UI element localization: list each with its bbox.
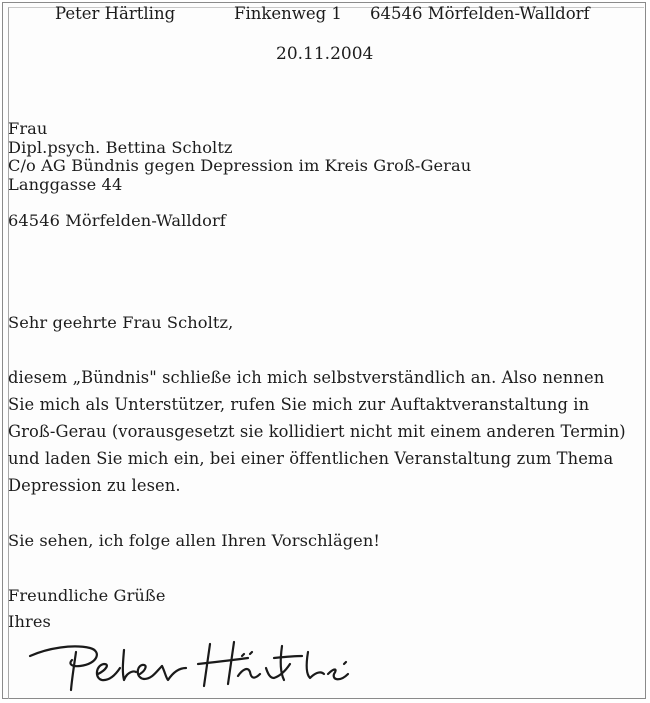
body-line-3: Groß-Gerau (vorausgesetzt sie kollidiert nicht mit einem anderen Termin) <box>8 422 626 441</box>
closing-ihres: Ihres <box>8 612 51 631</box>
body-line-5: Depression zu lesen. <box>8 476 181 495</box>
handwritten-signature <box>28 634 358 696</box>
recipient-street: Langgasse 44 <box>8 175 123 194</box>
sender-city: 64546 Mörfelden-Walldorf <box>370 4 590 23</box>
closing-sentence: Sie sehen, ich folge allen Ihren Vorschlägen! <box>8 531 380 550</box>
recipient-city: 64546 Mörfelden-Walldorf <box>8 211 226 230</box>
body-line-2: Sie mich als Unterstützer, rufen Sie mich zur Auftaktveranstaltung in <box>8 395 590 414</box>
body-line-4: und laden Sie mich ein, bei einer öffentlichen Veranstaltung zum Thema <box>8 449 614 468</box>
letter-greeting: Sehr geehrte Frau Scholtz, <box>8 313 234 332</box>
body-line-1: diesem „Bündnis" schließe ich mich selbstverständlich an. Also nennen <box>8 368 605 387</box>
letter-date: 20.11.2004 <box>276 44 374 64</box>
sender-street: Finkenweg 1 <box>234 4 342 23</box>
sender-name: Peter Härtling <box>55 4 176 23</box>
recipient-salutation: Frau <box>8 119 48 138</box>
closing-formula: Freundliche Grüße <box>8 586 166 605</box>
recipient-name: Dipl.psych. Bettina Scholtz <box>8 138 233 157</box>
recipient-care-of: C/o AG Bündnis gegen Depression im Kreis Groß-Gerau <box>8 156 472 175</box>
